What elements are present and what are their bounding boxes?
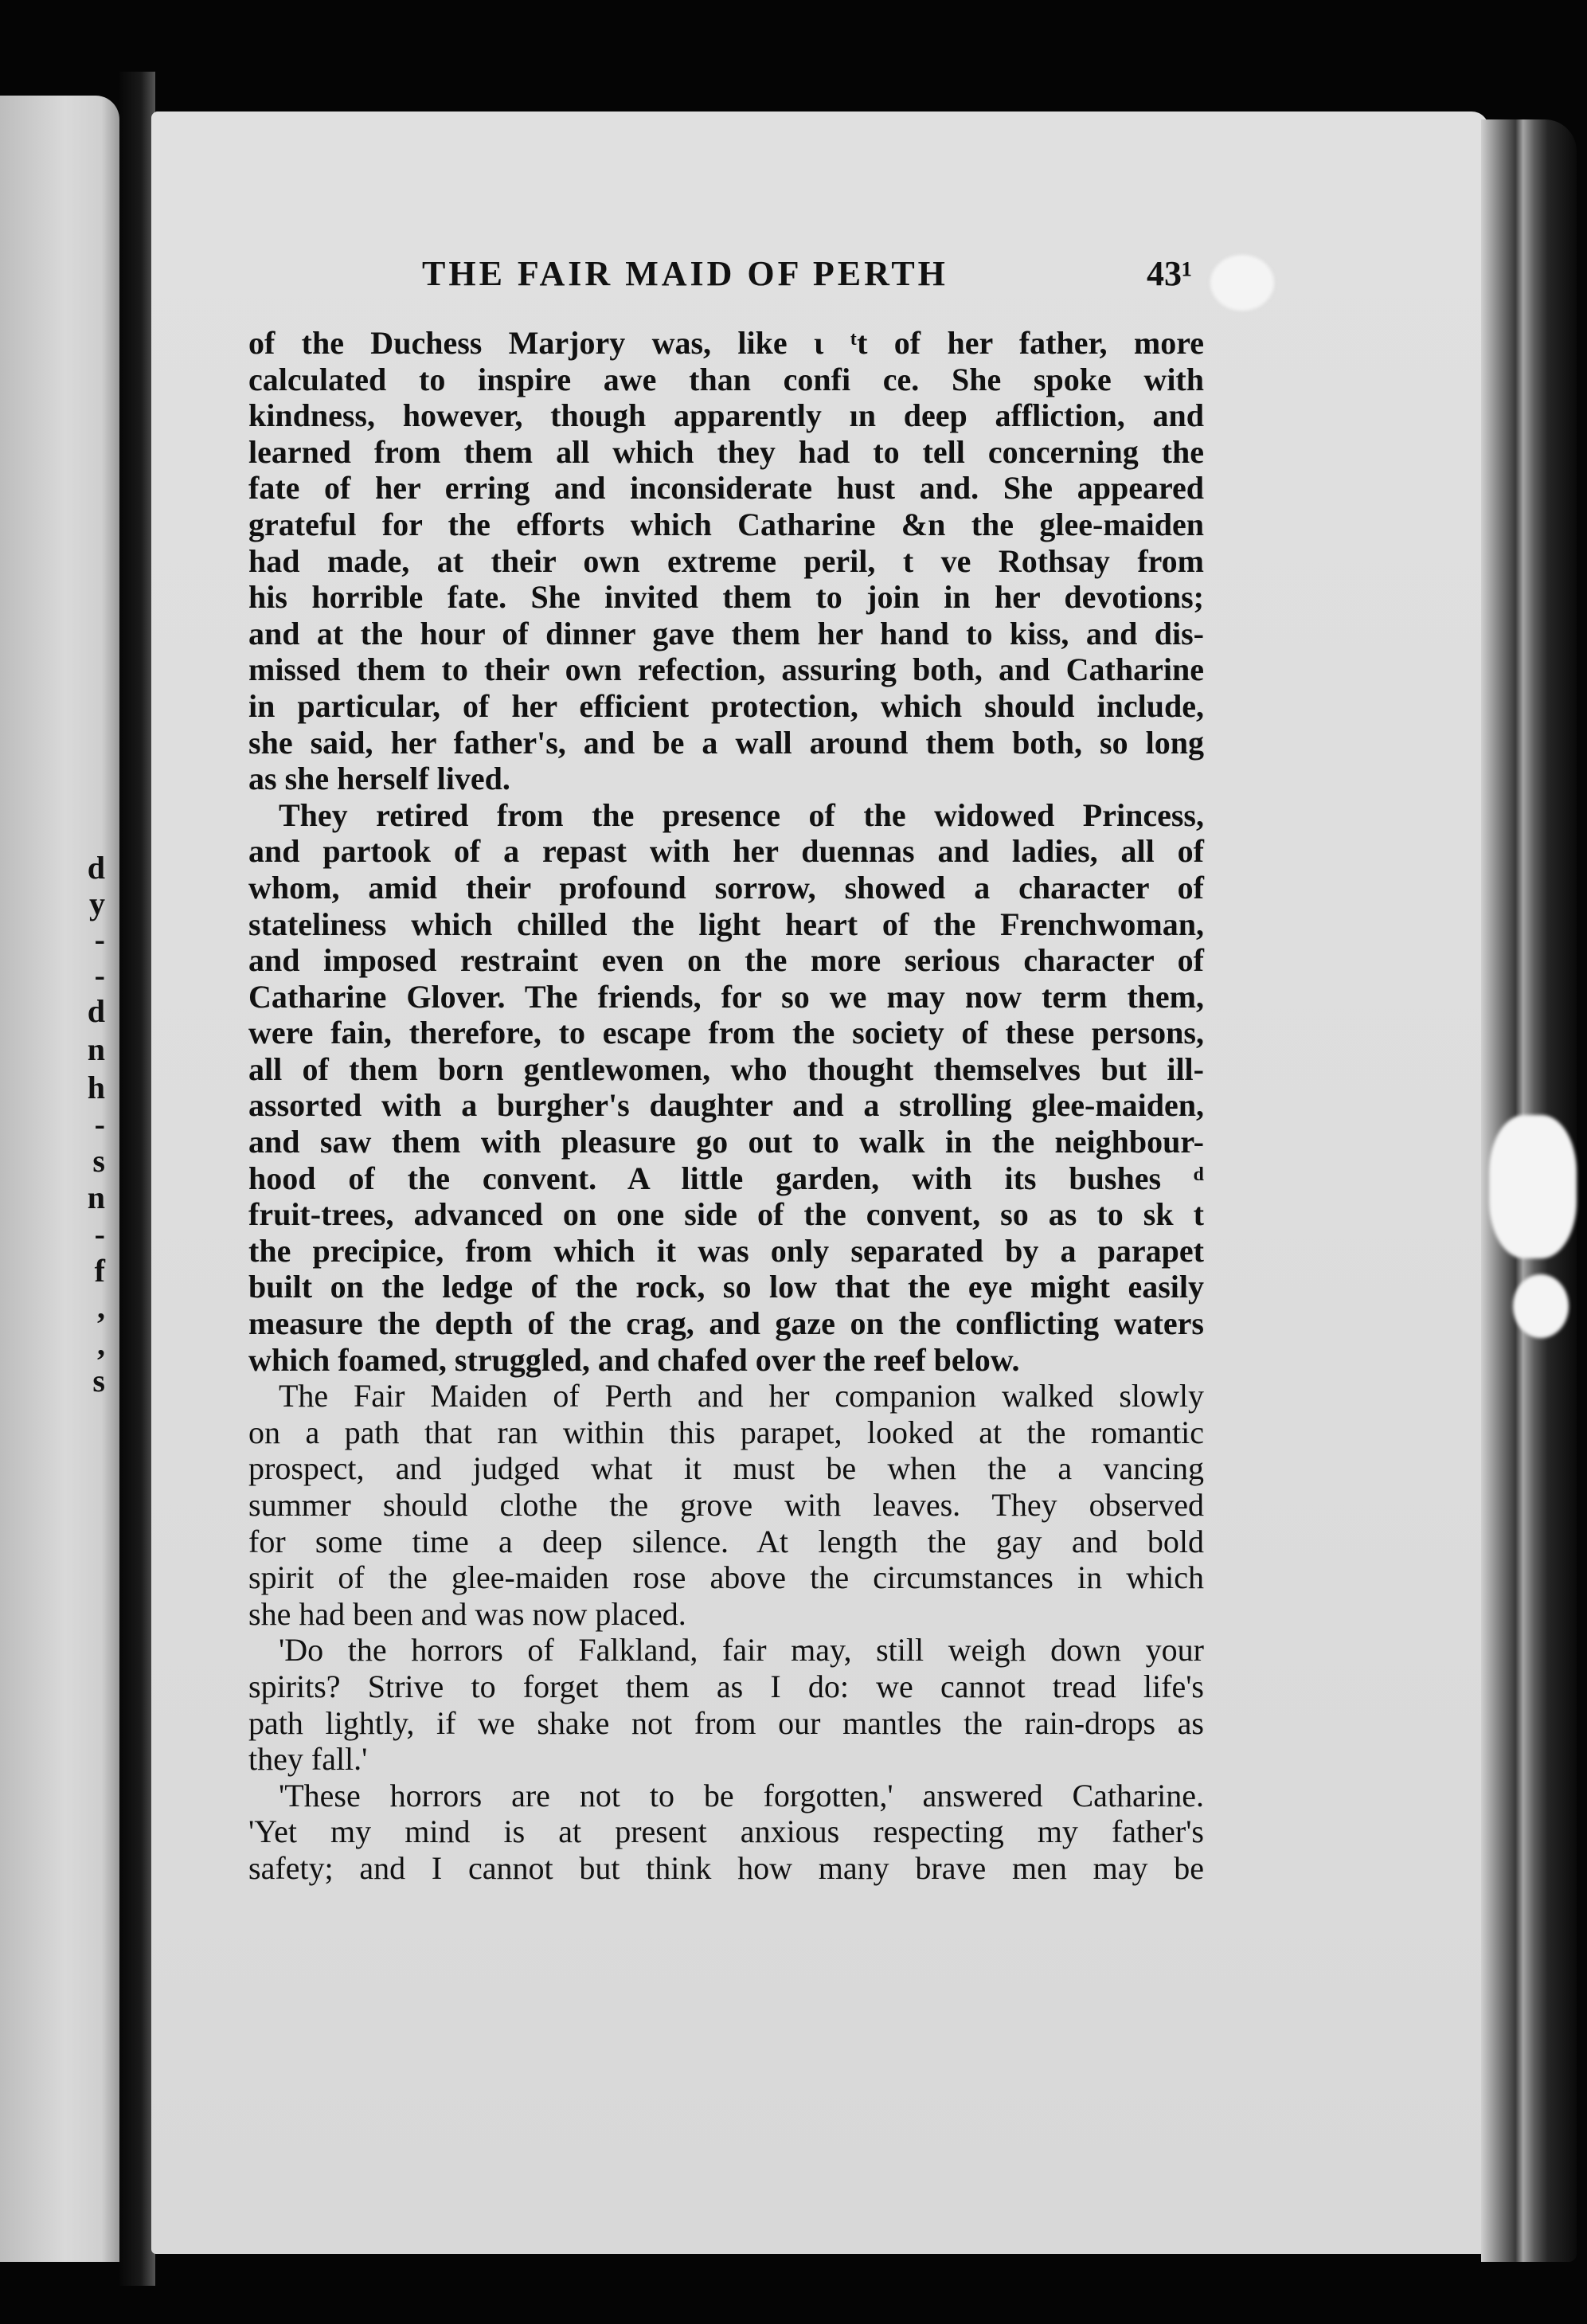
text-line: Catharine Glover. The friends, for so we may now term them,: [248, 978, 1204, 1015]
text-line: as she herself lived.: [248, 761, 510, 797]
paragraph: [248, 325, 1204, 797]
text-line: she said, her father's, and be a wall around them both, so long: [248, 724, 1204, 761]
body-text: [248, 325, 1204, 1887]
text-line: on a path that ran within this parapet, looked at the romantic: [248, 1414, 1204, 1450]
text-line: in particular, of her efficient protection, which should include,: [248, 687, 1204, 724]
text-line: learned from them all which they had to tell concerning the: [248, 433, 1204, 470]
text-line: they fall.': [248, 1741, 368, 1778]
text-line: summer should clothe the grove with leaves. They observed: [248, 1487, 1204, 1523]
text-line: spirits? Strive to forget them as I do: we cannot tread life's: [248, 1668, 1204, 1704]
text-line: were fain, therefore, to escape from the society of these persons,: [248, 1015, 1204, 1051]
margin-fragment: n: [87, 1180, 105, 1215]
left-facing-page: [0, 96, 119, 2262]
margin-fragment: d: [87, 850, 105, 886]
margin-fragment: y: [89, 886, 105, 921]
text-line: 'Do the horrors of Falkland, fair may, still weigh down your: [279, 1632, 1204, 1669]
margin-fragment: -: [94, 1216, 105, 1252]
text-line: which foamed, struggled, and chafed over the reef below.: [248, 1341, 1020, 1378]
text-line: fate of her erring and inconsiderate hust and. She appeared: [248, 470, 1204, 507]
paragraph: [248, 797, 1204, 1379]
text-line: and partook of a repast with her duennas and ladies, all of: [248, 833, 1204, 870]
text-line: The Fair Maiden of Perth and her companion walked slowly: [279, 1378, 1204, 1414]
text-line: fruit-trees, advanced on one side of the convent, so as to sk t: [248, 1196, 1204, 1233]
margin-fragment: ,: [97, 1326, 105, 1362]
margin-fragment: n: [87, 1031, 105, 1067]
text-line: and imposed restraint even on the more serious character of: [248, 942, 1204, 979]
margin-fragment: f: [94, 1253, 105, 1289]
paragraph: [248, 1632, 1204, 1777]
text-line: whom, amid their profound sorrow, showed a character of: [248, 869, 1204, 906]
text-line: stateliness which chilled the light heart of the Frenchwoman,: [248, 906, 1204, 942]
margin-fragment: h: [87, 1070, 105, 1105]
text-line: calculated to inspire awe than confi ce. She spoke with: [248, 361, 1204, 397]
text-line: measure the depth of the crag, and gaze on the conflicting waters: [248, 1305, 1204, 1342]
running-head: THE FAIR MAID OF PERTH: [422, 254, 948, 293]
margin-fragment: ,: [97, 1289, 105, 1325]
scan-blotch: [1513, 1274, 1569, 1338]
scan-blotch: [1489, 1115, 1577, 1258]
scan-blotch: [1210, 255, 1274, 311]
text-line: spirit of the glee-maiden rose above the circumstances in which: [248, 1559, 1204, 1596]
book-gutter: [119, 72, 155, 2286]
margin-fragment: s: [92, 1143, 105, 1179]
text-line: all of them born gentlewomen, who thought themselves but ill-: [248, 1050, 1204, 1087]
text-line: kindness, however, though apparently ın deep affliction, and: [248, 397, 1204, 434]
text-line: his horrible fate. She invited them to join in her devotions;: [248, 579, 1204, 616]
text-line: prospect, and judged what it must be when the a vancing: [248, 1450, 1204, 1487]
text-line: and saw them with pleasure go out to walk in the neighbour-: [248, 1124, 1204, 1160]
margin-fragment: -: [94, 921, 105, 957]
text-line: 'Yet my mind is at present anxious respecting my father's: [248, 1813, 1204, 1850]
text-line: grateful for the efforts which Catharine &n the glee-maiden: [248, 506, 1204, 542]
text-line: hood of the convent. A little garden, with its bushes ᵈ: [248, 1160, 1204, 1196]
text-line: They retired from the presence of the widowed Princess,: [279, 796, 1204, 833]
margin-fragment: s: [92, 1363, 105, 1399]
text-line: safety; and I cannot but think how many brave men may be: [248, 1849, 1204, 1886]
page-number: 43¹: [1147, 254, 1193, 293]
text-line: path lightly, if we shake not from our mantles the rain-drops as: [248, 1704, 1204, 1741]
margin-fragment: -: [94, 1106, 105, 1142]
text-line: for some time a deep silence. At length the gay and bold: [248, 1523, 1204, 1559]
text-line: assorted with a burgher's daughter and a strolling glee-maiden,: [248, 1087, 1204, 1124]
text-line: built on the ledge of the rock, so low that the eye might easily: [248, 1269, 1204, 1305]
margin-fragment: d: [87, 993, 105, 1029]
paragraph: [248, 1378, 1204, 1632]
text-line: the precipice, from which it was only separated by a parapet: [248, 1232, 1204, 1269]
text-line: 'These horrors are not to be forgotten,' answered Catharine.: [279, 1777, 1204, 1813]
text-line: missed them to their own refection, assuring both, and Catharine: [248, 651, 1204, 688]
paragraph: [248, 1778, 1204, 1887]
margin-fragment: -: [94, 957, 105, 993]
text-line: had made, at their own extreme peril, t ve Rothsay from: [248, 542, 1204, 579]
text-line: and at the hour of dinner gave them her hand to kiss, and dis-: [248, 615, 1204, 651]
text-line: of the Duchess Marjory was, like ι ᵗt of her father, more: [248, 325, 1204, 361]
text-line: she had been and was now placed.: [248, 1595, 686, 1632]
